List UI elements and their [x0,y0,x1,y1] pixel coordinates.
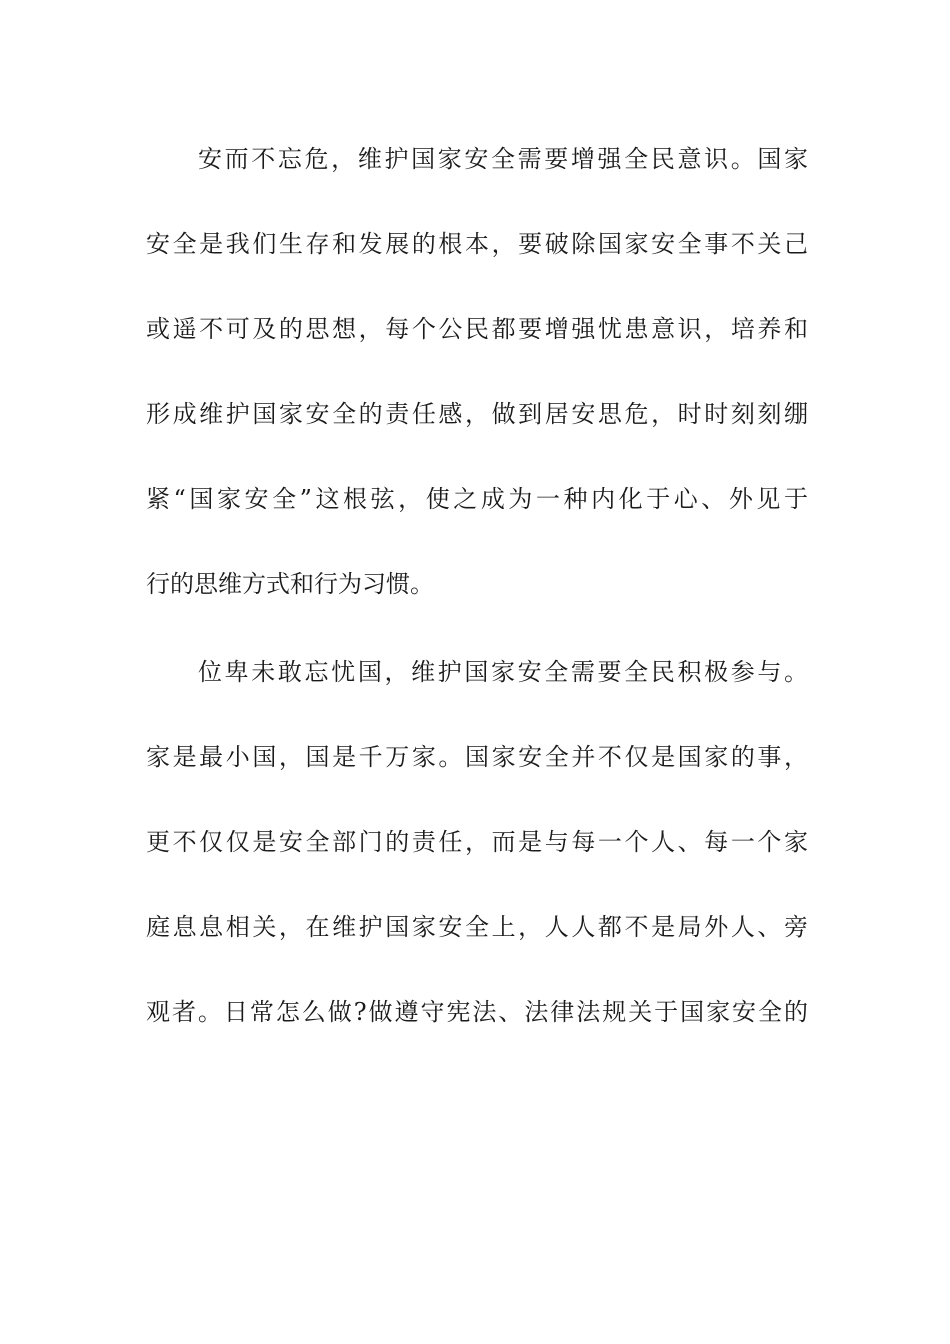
paragraph-line: 更不仅仅是安全部门的责任，而是与每一个人、每一个家 [146,828,808,856]
paragraph-line: 庭息息相关，在维护国家安全上，人人都不是局外人、旁 [146,913,808,941]
paragraph-line: 形成维护国家安全的责任感，做到居安思危，时时刻刻绷 [146,400,808,428]
paragraph-line: 或遥不可及的思想，每个公民都要增强忧患意识，培养和 [146,315,808,343]
paragraph-line: 紧“国家安全”这根弦，使之成为一种内化于心、外见于 [146,485,808,513]
paragraph-line: 观者。日常怎么做?做遵守宪法、法律法规关于国家安全的 [146,998,808,1026]
paragraph-line: 位卑未敢忘忧国，维护国家安全需要全民积极参与。 [198,658,808,686]
paragraph-line: 家是最小国，国是千万家。国家安全并不仅是国家的事， [146,743,808,771]
paragraph-line: 安而不忘危，维护国家安全需要增强全民意识。国家 [198,145,808,173]
paragraph-line: 行的思维方式和行为习惯。 [146,570,434,598]
paragraph-line: 安全是我们生存和发展的根本，要破除国家安全事不关己 [146,230,808,258]
